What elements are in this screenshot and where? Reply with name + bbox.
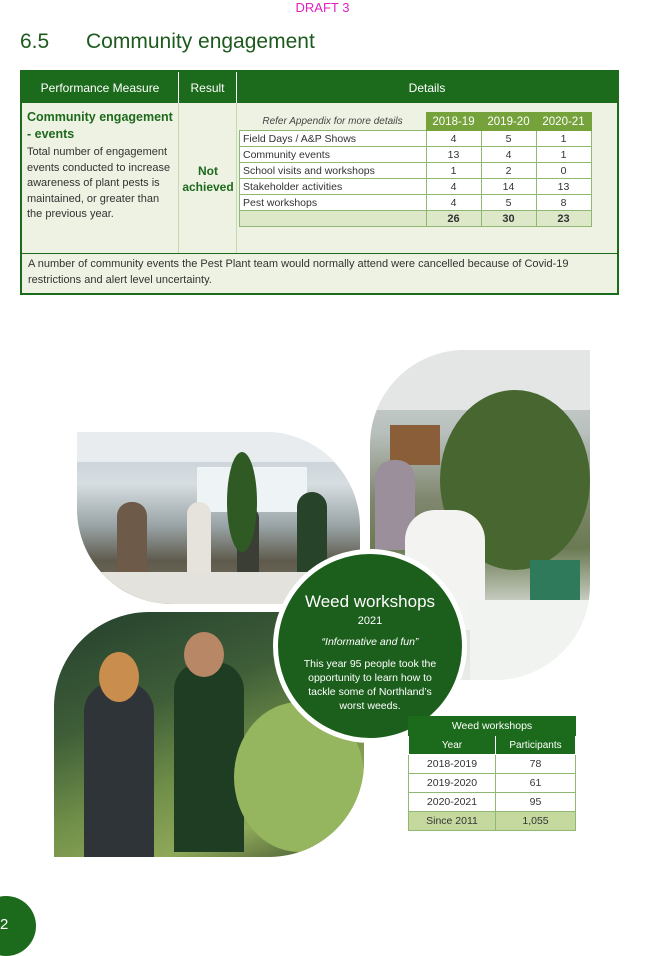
year-header: 2018-19	[426, 113, 481, 131]
total-value: 23	[536, 211, 591, 227]
feature-quote: “Informative and fun”	[321, 636, 419, 648]
row-divider	[22, 253, 617, 254]
since-row	[409, 812, 576, 831]
header-divider	[178, 72, 179, 103]
feature-year: 2021	[357, 615, 383, 627]
total-value: 30	[481, 211, 536, 227]
row-value: 0	[536, 163, 591, 179]
year-cell: 2020-2021	[409, 793, 496, 812]
table-row	[240, 195, 592, 211]
row-label: Community events	[240, 147, 427, 163]
result-line: Not	[198, 164, 218, 178]
participants-cell: 61	[496, 774, 576, 793]
result-line: achieved	[182, 180, 234, 194]
header-result: Result	[190, 81, 225, 95]
row-value: 4	[481, 147, 536, 163]
col-year-header: Year	[409, 736, 496, 755]
measure-title-line: Community engagement	[27, 110, 173, 124]
table-row	[240, 163, 592, 179]
header-details: Details	[408, 81, 446, 95]
weed-workshops-feature	[273, 549, 467, 743]
row-value: 5	[481, 195, 536, 211]
year-header: 2019-20	[481, 113, 536, 131]
table-row	[240, 147, 592, 163]
workshops-table-title: Weed workshops	[409, 717, 576, 736]
section-heading	[20, 30, 315, 54]
section-title: Community engagement	[86, 30, 315, 53]
table-note: A number of community events the Pest Plant team would normally attend were cancelled because of Covid-19 restrictions and alert level uncertainty.	[28, 258, 569, 286]
measure-title-line: - events	[27, 127, 75, 141]
row-value: 2	[481, 163, 536, 179]
col-participants-header: Participants	[496, 736, 576, 755]
since-value: 1,055	[496, 812, 576, 831]
row-label: Stakeholder activities	[240, 179, 427, 195]
row-value: 13	[426, 147, 481, 163]
row-value: 1	[536, 147, 591, 163]
row-value: 13	[536, 179, 591, 195]
details-table	[239, 112, 592, 227]
result-value	[180, 163, 236, 195]
row-value: 4	[426, 179, 481, 195]
row-value: 8	[536, 195, 591, 211]
totals-row	[240, 211, 592, 227]
header-measure: Performance Measure	[40, 81, 160, 95]
performance-table	[20, 70, 619, 295]
row-label: School visits and workshops	[240, 163, 427, 179]
measure-description: Total number of engagement events conducted to increase awareness of plant pests is maintained, or greater than the previous year.	[27, 146, 171, 220]
table-row	[240, 179, 592, 195]
row-value: 5	[481, 131, 536, 147]
ref-note: Refer Appendix for more details	[262, 115, 403, 127]
performance-table-header	[22, 72, 617, 103]
totals-label	[240, 211, 427, 227]
table-row	[409, 774, 576, 793]
table-row	[409, 755, 576, 774]
feature-body: This year 95 people took the opportunity to learn how to tackle some of Northland’s worst weeds.	[303, 658, 437, 712]
table-row	[409, 793, 576, 812]
row-label: Pest workshops	[240, 195, 427, 211]
workshops-table	[408, 716, 576, 831]
since-label: Since 2011	[409, 812, 496, 831]
row-value: 1	[426, 163, 481, 179]
page-number: 2	[0, 916, 9, 933]
row-value: 1	[536, 131, 591, 147]
row-value: 4	[426, 131, 481, 147]
row-value: 14	[481, 179, 536, 195]
feature-title: Weed workshops	[304, 592, 436, 611]
total-value: 26	[426, 211, 481, 227]
participants-cell: 78	[496, 755, 576, 774]
row-value: 4	[426, 195, 481, 211]
section-number: 6.5	[20, 30, 50, 53]
header-divider	[236, 72, 237, 103]
year-cell: 2019-2020	[409, 774, 496, 793]
row-label: Field Days / A&P Shows	[240, 131, 427, 147]
year-cell: 2018-2019	[409, 755, 496, 774]
draft-label: DRAFT 3	[295, 0, 350, 15]
measure-title	[27, 109, 177, 143]
table-row	[240, 131, 592, 147]
participants-cell: 95	[496, 793, 576, 812]
year-header: 2020-21	[536, 113, 591, 131]
